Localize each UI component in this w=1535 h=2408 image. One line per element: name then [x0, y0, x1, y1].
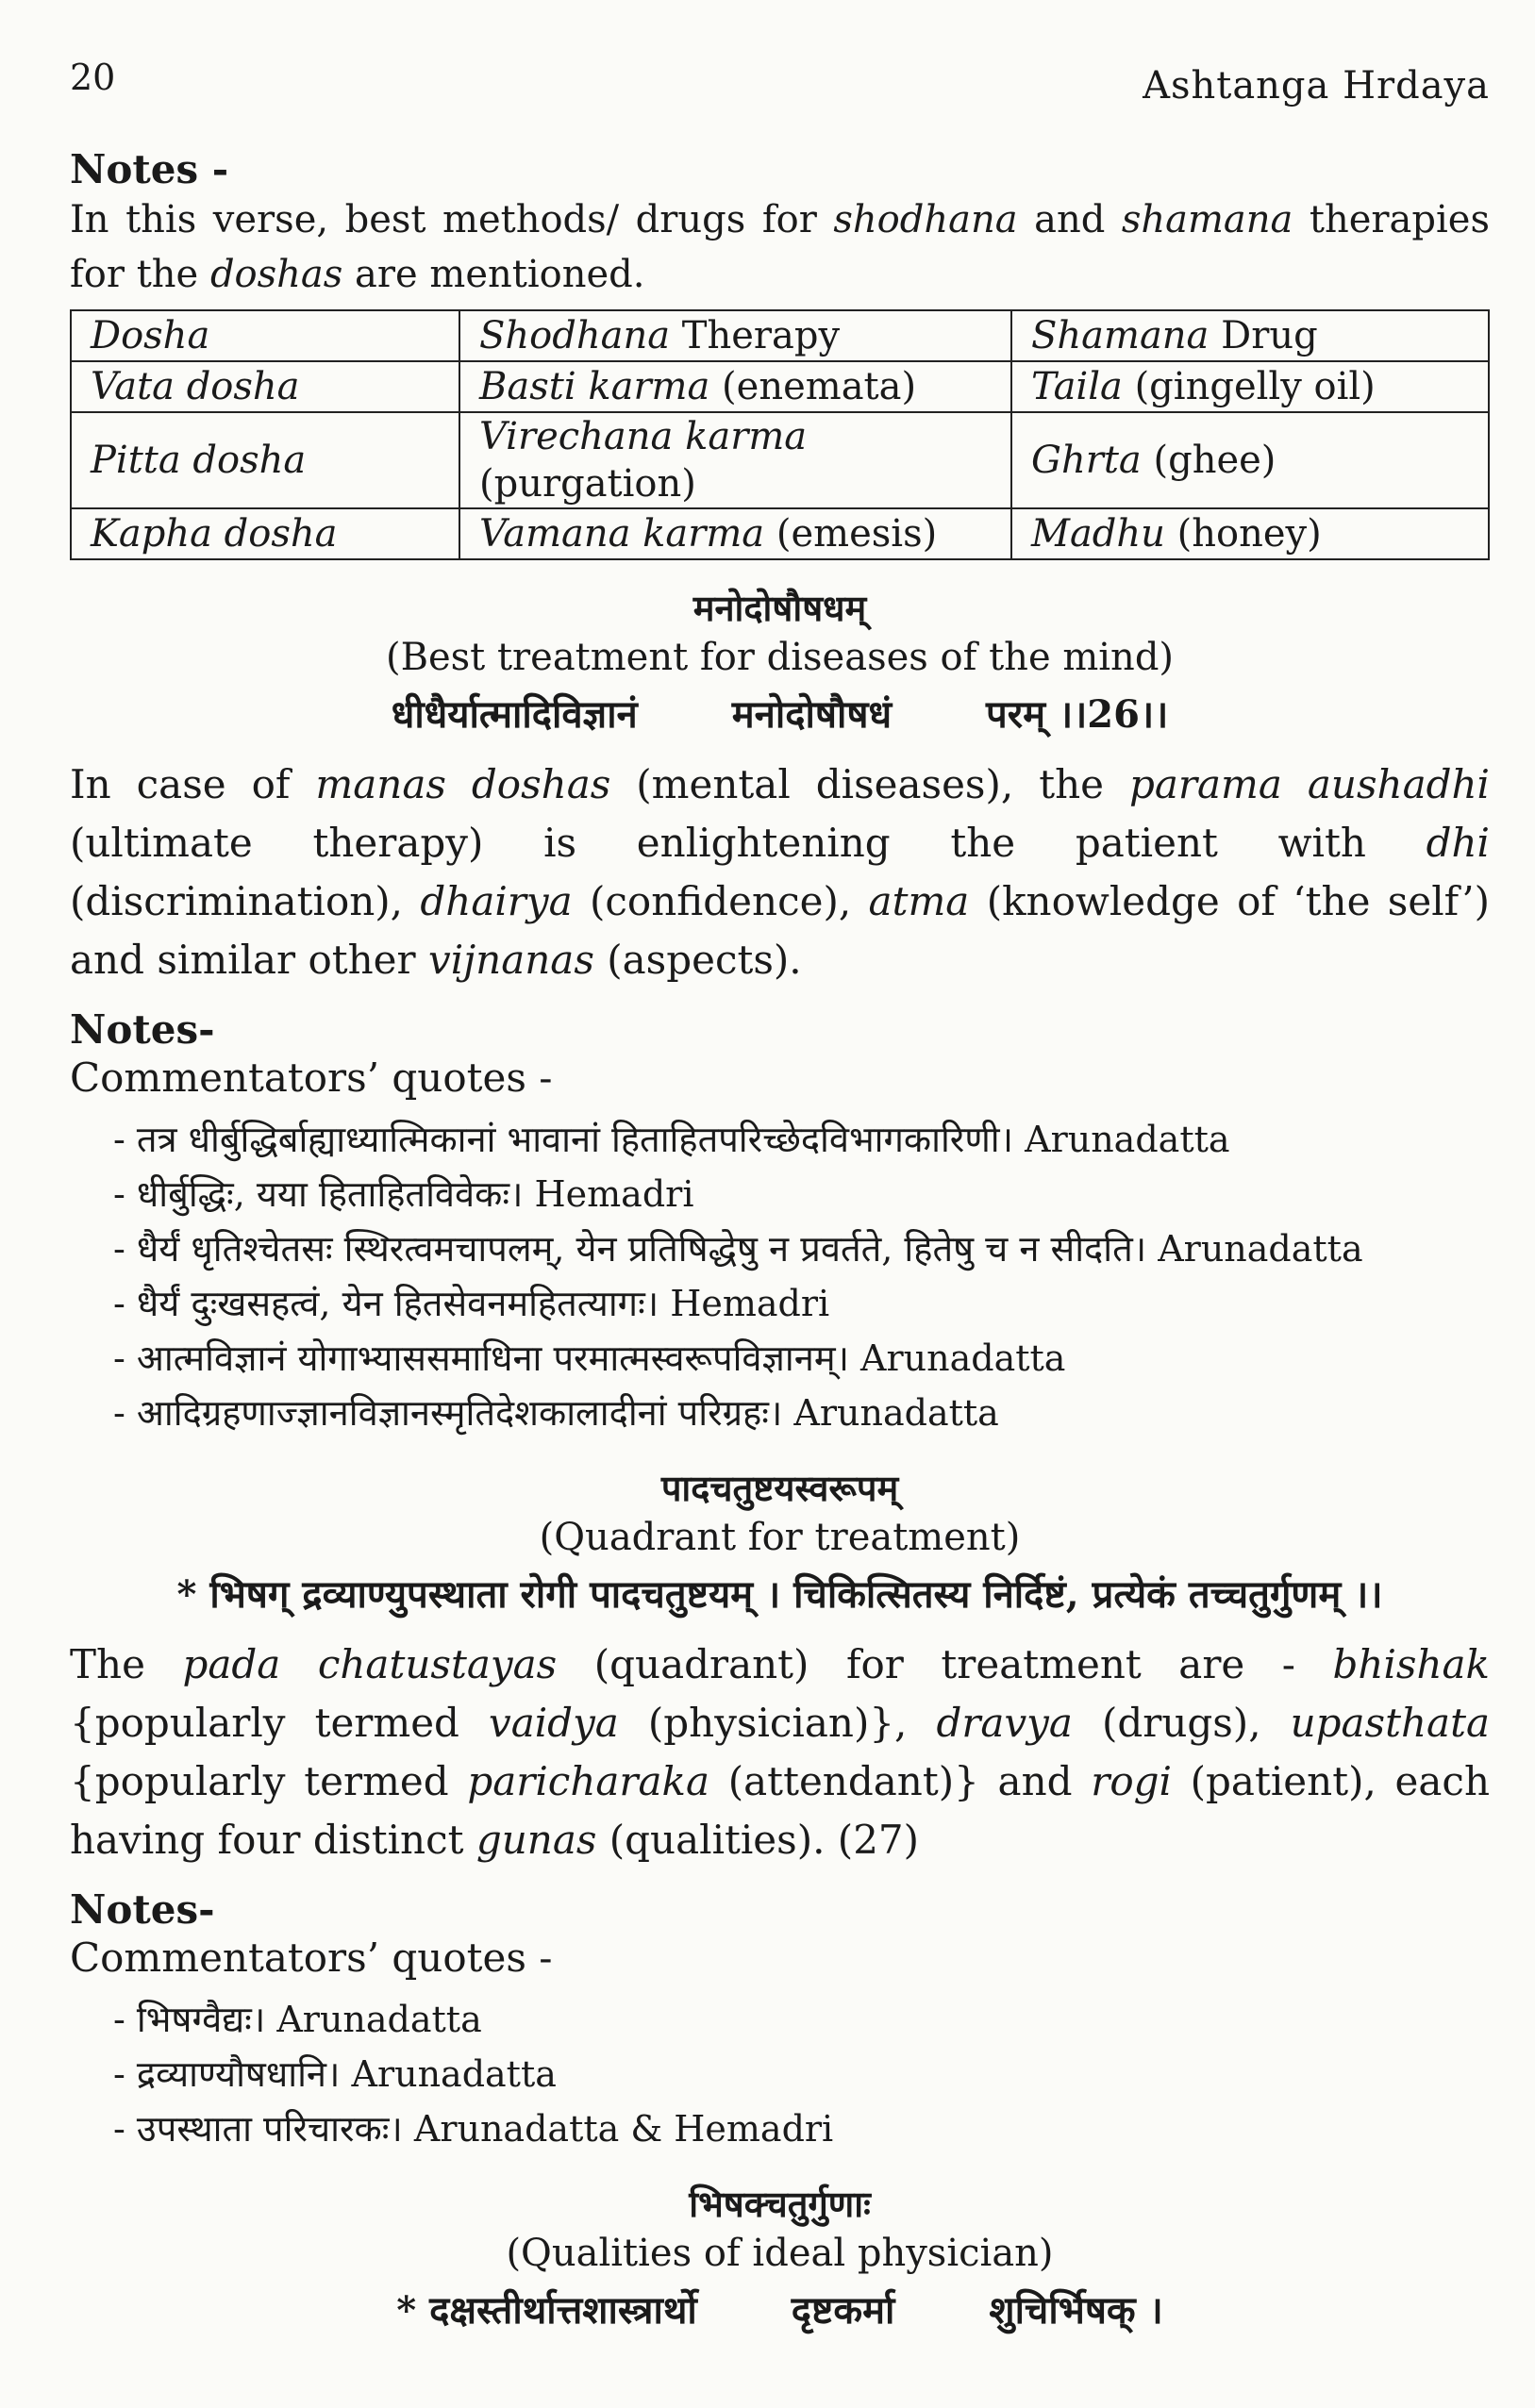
english-heading: (Best treatment for diseases of the mind): [385, 636, 1175, 679]
italic-term: Taila: [1031, 365, 1123, 408]
table-row: [71, 412, 1489, 508]
italic-term: Shodhana: [479, 314, 671, 357]
english-heading: (Quadrant for treatment): [539, 1516, 1021, 1559]
text-run: {popularly termed: [70, 1700, 489, 1746]
italic-term: bhishak: [1332, 1641, 1490, 1687]
commentators-quotes: [113, 1992, 1490, 2156]
table-cell: [71, 508, 459, 559]
table-cell: [71, 361, 459, 412]
text-run: The: [70, 1641, 183, 1687]
verse-part: परम् ।।26।।: [986, 692, 1169, 737]
quote-item: - आदिग्रहणाज्ज्ञानविज्ञानस्मृतिदेशकालादीनां परिग्रहः। Arunadatta: [113, 1392, 999, 1434]
text-run: Drug: [1209, 314, 1318, 357]
quote-item: - उपस्थाता परिचारकः। Arunadatta & Hemadri: [113, 2108, 834, 2150]
italic-term: doshas: [209, 253, 343, 296]
text-run: {popularly termed: [70, 1758, 468, 1804]
italic-term: shodhana: [833, 198, 1018, 241]
italic-term: Kapha dosha: [91, 512, 338, 556]
notes-heading: Notes-: [70, 1886, 215, 1933]
table-cell: [459, 412, 1011, 508]
italic-term: Dosha: [91, 314, 210, 357]
italic-term: Basti karma: [479, 365, 710, 408]
verse-26: [70, 687, 1490, 739]
quote-item: - आत्मविज्ञानं योगाभ्याससमाधिना परमात्मस्वरूपविज्ञानम्। Arunadatta: [113, 1337, 1066, 1379]
sanskrit-heading: भिषक्चतुर्गुणाः: [689, 2183, 871, 2225]
table-row: [71, 508, 1489, 559]
text-run: In case of: [70, 761, 316, 807]
text-run: (honey): [1164, 512, 1322, 556]
italic-term: dhi: [1426, 820, 1490, 866]
italic-term: Vata dosha: [91, 365, 300, 408]
text-run: (physician)},: [618, 1700, 937, 1746]
text-run: and: [1017, 198, 1122, 241]
text-run: (confidence),: [572, 878, 869, 924]
table-header-cell: [71, 310, 459, 361]
text-run: (ultimate therapy) is enlightening the patient with: [70, 820, 1427, 866]
text-run: (drugs),: [1072, 1700, 1291, 1746]
verse-28: [70, 2283, 1490, 2334]
quote-item: - धैर्यं धृतिश्चेतसः स्थिरत्वमचापलम्, येन प्रतिषिद्धेषु न प्रवर्तते, हितेषु च न सीदति। Arunadatta: [113, 1228, 1363, 1270]
sanskrit-heading: मनोदोषौषधम्: [692, 587, 867, 629]
page-number: 20: [70, 57, 116, 98]
running-title: Ashtanga Hrdaya: [1143, 64, 1490, 108]
italic-term: dravya: [936, 1700, 1073, 1746]
italic-term: Virechana karma: [479, 415, 808, 458]
verse-part: मनोदोषौषधं: [731, 692, 893, 737]
italic-term: vijnanas: [427, 937, 594, 983]
verse-part: * दक्षस्तीर्थात्तशास्त्रार्थो: [396, 2288, 697, 2333]
text-run: are mentioned.: [342, 253, 645, 296]
text-run: (emesis): [764, 512, 938, 556]
verse-part: धीधैर्यात्मादिविज्ञानं: [391, 692, 638, 737]
text-run: (patient), each having four distinct: [70, 1758, 1491, 1863]
italic-term: Ghrta: [1031, 439, 1142, 482]
quote-item: - द्रव्याण्यौषधानि। Arunadatta: [113, 2053, 557, 2095]
italic-term: Shamana: [1031, 314, 1210, 357]
italic-term: vaidya: [488, 1700, 619, 1746]
text-run: (ghee): [1141, 439, 1276, 482]
quotes-label: Commentators’ quotes -: [70, 1935, 553, 1981]
notes-heading: Notes-: [70, 1006, 215, 1053]
quotes-label: Commentators’ quotes -: [70, 1055, 553, 1101]
italic-term: Madhu: [1031, 512, 1165, 556]
quote-item: - धैर्यं दुःखसहत्वं, येन हितसेवनमहितत्यागः। Hemadri: [113, 1283, 830, 1324]
table-cell: [71, 412, 459, 508]
quote-item: - भिषग्वैद्यः। Arunadatta: [113, 1999, 482, 2040]
table-header-cell: [459, 310, 1011, 361]
notes-heading: Notes -: [70, 146, 229, 192]
table-row: [71, 361, 1489, 412]
text-run: (discrimination),: [70, 878, 421, 924]
verse-explanation: [70, 1636, 1490, 1869]
text-run: (purgation): [479, 462, 696, 506]
italic-term: rogi: [1091, 1758, 1172, 1804]
verse-part: दृष्टकर्मा: [791, 2288, 895, 2333]
table-cell: [459, 361, 1011, 412]
text-run: (mental diseases), the: [610, 761, 1129, 807]
text-run: (qualities). (27): [596, 1817, 920, 1863]
table-cell: [1011, 412, 1489, 508]
text-run: therapies for the: [70, 198, 1490, 296]
verse-27: * भिषग् द्रव्याण्युपस्थाता रोगी पादचतुष्टयम् । चिकित्सितस्य निर्दिष्टं, प्रत्येकं तच्चतुर्गुणम् ।।: [176, 1572, 1383, 1617]
table-cell: [459, 508, 1011, 559]
sanskrit-heading: पादचतुष्टयस्वरूपम्: [660, 1467, 899, 1509]
italic-term: parama aushadhi: [1128, 761, 1490, 807]
italic-term: manas doshas: [315, 761, 611, 807]
table-cell: [1011, 361, 1489, 412]
italic-term: pada chatustayas: [182, 1641, 558, 1687]
verse-part: शुचिर्भिषक् ।: [989, 2288, 1163, 2333]
italic-term: upasthata: [1290, 1700, 1490, 1746]
page-content: [70, 146, 1490, 2334]
text-run: Therapy: [670, 314, 841, 357]
text-run: (quadrant) for treatment are -: [557, 1641, 1333, 1687]
italic-term: dhairya: [420, 878, 573, 924]
text-run: (attendant)} and: [709, 1758, 1092, 1804]
table-header-cell: [1011, 310, 1489, 361]
italic-term: gunas: [476, 1817, 597, 1863]
quote-item: - तत्र धीर्बुद्धिर्बाह्याध्यात्मिकानां भावानां हिताहितपरिच्छेदविभागकारिणी। Arunadatta: [113, 1119, 1230, 1160]
text-run: (knowledge of ‘the self’) and similar other: [70, 878, 1491, 983]
quote-item: - धीर्बुद्धिः, यया हिताहितविवेकः। Hemadri: [113, 1173, 694, 1215]
text-run: (aspects).: [593, 937, 802, 983]
dosha-therapy-table: [70, 309, 1490, 560]
italic-term: Pitta dosha: [91, 439, 307, 482]
verse-explanation: [70, 756, 1490, 989]
italic-term: paricharaka: [467, 1758, 710, 1804]
italic-term: shamana: [1121, 198, 1293, 241]
commentators-quotes: [113, 1112, 1490, 1440]
text-run: (enemata): [709, 365, 917, 408]
italic-term: atma: [868, 878, 970, 924]
italic-term: Vamana karma: [479, 512, 765, 556]
text-run: In this verse, best methods/ drugs for: [70, 198, 834, 241]
text-run: (gingelly oil): [1122, 365, 1376, 408]
table-header-row: [71, 310, 1489, 361]
notes-intro: [70, 192, 1490, 302]
english-heading: (Qualities of ideal physician): [506, 2232, 1054, 2275]
table-cell: [1011, 508, 1489, 559]
